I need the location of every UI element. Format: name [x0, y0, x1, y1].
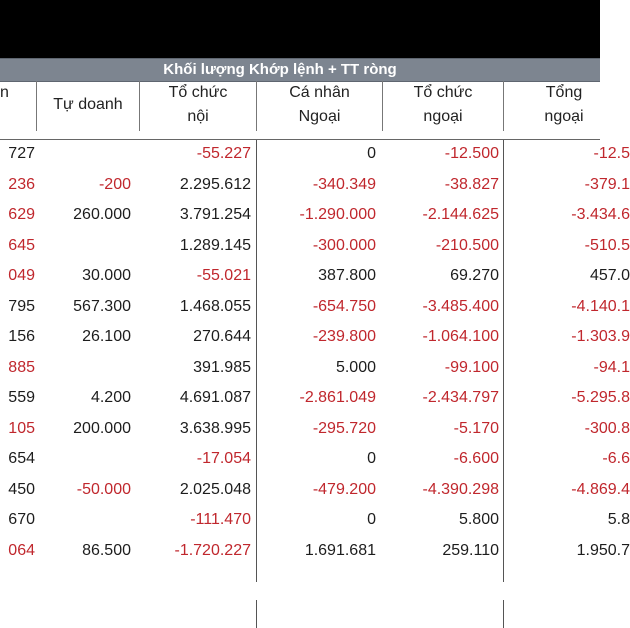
table-cell: -300.8 [584, 419, 630, 437]
table-cell: 3.638.995 [179, 419, 251, 437]
table-cell: 1.691.681 [304, 541, 376, 559]
table-cell: 4.691.087 [179, 389, 251, 406]
table-row [0, 262, 630, 289]
table-cell: -6.600 [453, 450, 499, 467]
table-cell: -1.303.9 [571, 328, 630, 345]
header-divider [139, 81, 140, 131]
header-ca-nhan-ngoai-line2: Ngoại [298, 108, 341, 125]
table-cell: -99.100 [444, 358, 499, 376]
table-cell: -1.290.000 [299, 206, 376, 223]
table-cell: -111.470 [190, 511, 251, 528]
header-ca-nhan-ngoai [257, 81, 382, 131]
table-cell: -3.434.6 [571, 206, 630, 223]
table-cell: -55.021 [196, 267, 251, 284]
table-cell: 387.800 [318, 267, 376, 284]
table-cell: 645 [8, 236, 35, 254]
table-cell: 200.000 [73, 419, 131, 437]
table-cell: 270.644 [193, 328, 251, 345]
table-cell: 0 [367, 511, 376, 528]
table-cell: -12.500 [444, 145, 499, 162]
table-cell: -55.227 [196, 145, 251, 162]
banner-title: Khối lượng Khớp lệnh + TT ròng [163, 61, 397, 78]
table-cell: 654 [8, 450, 35, 467]
table-row [0, 293, 630, 320]
table-cell: -510.5 [584, 236, 630, 254]
table-cell: 26.100 [82, 328, 131, 345]
table-cell: 0 [367, 145, 376, 162]
table-cell: 30.000 [82, 267, 131, 284]
table-cell: 0 [367, 450, 376, 467]
table-cell: 260.000 [73, 206, 131, 223]
table-cell: 559 [8, 389, 35, 406]
header-to-chuc-ngoai-line2: ngoại [423, 108, 463, 125]
table-cell: -94.1 [593, 358, 630, 376]
table-row [0, 384, 630, 411]
table-row [0, 171, 630, 198]
table-cell: 629 [8, 206, 35, 223]
header-to-chuc-ngoai-line1: Tổ chức [413, 84, 473, 101]
table-cell: 885 [8, 358, 35, 376]
table-cell: 5.800 [458, 511, 499, 528]
bottom-margin [0, 582, 600, 600]
table-cell: -4.869.4 [571, 480, 630, 498]
table-cell: -4.140.1 [571, 297, 630, 315]
table-cell: -1.064.100 [422, 328, 499, 345]
table-cell: 457.0 [589, 267, 630, 284]
table-cell: -3.485.400 [422, 297, 499, 315]
table-cell: 4.200 [90, 389, 131, 406]
table-cell: -4.390.298 [422, 480, 499, 498]
table-cell: -5.170 [453, 419, 499, 437]
table-cell: 156 [8, 328, 35, 345]
table-row [0, 445, 630, 472]
header-to-chuc-noi-line2: nội [187, 108, 209, 125]
table-cell: 86.500 [82, 541, 131, 559]
header-tu-doanh-label: Tự doanh [53, 96, 123, 113]
table-banner [0, 58, 600, 82]
table-cell: -200 [98, 175, 131, 193]
header-divider [382, 81, 383, 131]
table-cell: -2.434.797 [422, 389, 499, 406]
table-row [0, 140, 630, 167]
table-cell: -295.720 [312, 419, 376, 437]
header-divider [503, 81, 504, 131]
header-to-chuc-noi [140, 81, 256, 131]
header-tong-ngoai-line1: Tổng [545, 84, 583, 101]
table-cell: -38.827 [444, 175, 499, 193]
table-cell: -654.750 [312, 297, 376, 315]
table-cell: 2.025.048 [179, 480, 251, 498]
table-cell: 236 [8, 175, 35, 193]
header-tong-ngoai-line2: ngoại [544, 108, 584, 125]
table-cell: -5.295.8 [571, 389, 630, 406]
table-row [0, 354, 630, 381]
table-row [0, 476, 630, 503]
table-cell: 5.000 [335, 358, 376, 376]
table-row [0, 415, 630, 442]
top-black-bar [0, 0, 600, 58]
table-cell: -2.144.625 [422, 206, 499, 223]
table-cell: -6.6 [602, 450, 630, 467]
table-cell: -210.500 [435, 236, 499, 254]
table-row [0, 537, 630, 564]
table-cell: 795 [8, 297, 35, 315]
table-cell: 1.468.055 [179, 297, 251, 315]
table-cell: 69.270 [450, 267, 499, 284]
header-tong-ngoai [504, 81, 624, 131]
table-cell: -479.200 [312, 480, 376, 498]
table-cell: 727 [8, 145, 35, 162]
table-cell: 064 [8, 541, 35, 559]
table-cell: -17.054 [196, 450, 251, 467]
table-cell: -12.5 [593, 145, 630, 162]
table-cell: 105 [8, 419, 35, 437]
table-cell: -239.800 [312, 328, 376, 345]
table-cell: -2.861.049 [299, 389, 376, 406]
table-cell: -300.000 [312, 236, 376, 254]
header-to-chuc-noi-line1: Tổ chức [168, 84, 228, 101]
table-row [0, 201, 630, 228]
table-cell: 259.110 [442, 541, 499, 559]
table-row [0, 506, 630, 533]
header-ca-nhan-ngoai-line1: Cá nhân [289, 84, 350, 101]
table-row [0, 323, 630, 350]
table-row [0, 232, 630, 259]
header-tu-doanh [37, 81, 139, 131]
header-col-0-line1: n [0, 84, 9, 101]
header-to-chuc-ngoai [383, 81, 503, 131]
table-cell: -1.720.227 [174, 541, 251, 559]
table-cell: 670 [8, 511, 35, 528]
table-cell: 1.289.145 [179, 236, 251, 254]
table-cell: -340.349 [312, 175, 376, 193]
header-col-0 [0, 81, 36, 131]
table-cell: 567.300 [73, 297, 131, 315]
table-cell: 1.950.7 [576, 541, 630, 559]
table-cell: 2.295.612 [179, 175, 251, 193]
table-cell: 391.985 [193, 358, 251, 376]
table-cell: -379.1 [584, 175, 630, 193]
header-divider [256, 81, 257, 131]
table-cell: 450 [8, 480, 35, 498]
table-cell: 5.8 [607, 511, 630, 528]
table-cell: 3.791.254 [179, 206, 251, 223]
header-divider [36, 81, 37, 131]
table-cell: -50.000 [76, 480, 131, 498]
table-cell: 049 [8, 267, 35, 284]
